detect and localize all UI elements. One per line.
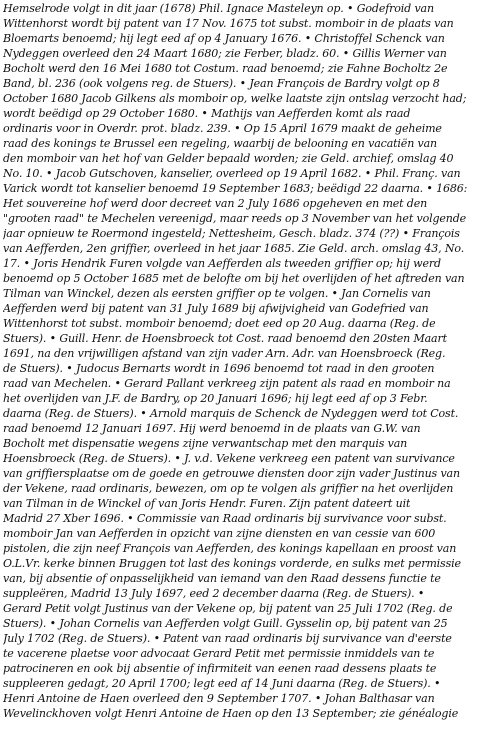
text-line: suppleëren, Madrid 13 July 1697, eed 2 december daarna (Reg. de Stuers). •: [3, 587, 425, 600]
text-line: den momboir van het hof van Gelder bepaald worden; zie Geld. archief, omslag 40: [3, 152, 454, 165]
text-line: "grooten raad" te Mechelen vereenigd, maar reeds op 3 November van het volgende: [3, 212, 467, 225]
text-line: te vacerene plaetse voor advocaat Gerard Petit met permissie inmiddels van te: [3, 647, 435, 660]
text-line: ordinaris voor in Overdr. prot. bladz. 239. • Op 15 April 1679 maakt de geheime: [3, 122, 442, 135]
text-line: Band, bl. 236 (ook volgens reg. de Stuers). • Jean François de Bardry volgt op 8: [3, 77, 440, 90]
text-line: het overlijden van J.F. de Bardry, op 20 Januari 1696; hij legt eed af op 3 Febr.: [3, 392, 428, 405]
text-line: O.L.Vr. kerke binnen Bruggen tot last des konings vorderde, en sulks met permissie: [3, 557, 461, 570]
text-line: momboir Jan van Aefferden in opzicht van zijne diensten en van cessie van 600: [3, 527, 436, 540]
text-line: van, bij absentie of onpasselijkheid van iemand van den Raad dessens functie te: [3, 572, 441, 585]
text-line: pistolen, die zijn neef François van Aefferden, des konings kapellaan en proost van: [3, 542, 457, 555]
text-line: Hoensbroeck (Reg. de Stuers). • J. v.d. Vekene verkreeg een patent van survivance: [3, 452, 455, 465]
text-line: suppleeren gedagt, 20 April 1700; legt eed af 14 Juni daarna (Reg. de Stuers). •: [3, 677, 441, 690]
text-line: Aefferden werd bij patent van 31 July 1689 bij afwijvigheid van Godefried van: [3, 302, 429, 315]
text-line: Tilman van Winckel, dezen als eersten griffier op te volgen. • Jan Cornelis van: [3, 287, 431, 300]
text-line: 17. • Joris Hendrik Furen volgde van Aefferden als tweeden griffier op; hij werd: [3, 257, 441, 270]
text-line: Nydeggen overleed den 24 Maart 1680; zie Ferber, bladz. 60. • Gillis Werner van: [3, 47, 447, 60]
text-line: raad des konings te Brussel een regeling, waarbij de belooning en vacatiën van: [3, 137, 438, 150]
text-line: der Vekene, raad ordinaris, bewezen, om op te volgen als griffier na het overlijden: [3, 482, 454, 495]
text-line: Bloemarts benoemd; hij legt eed af op 4 January 1676. • Christoffel Schenck van: [3, 32, 445, 45]
text-line: October 1680 Jacob Gilkens als momboir op, welke laatste zijn ontslag verzocht had;: [3, 92, 467, 105]
text-line: Stuers). • Johan Cornelis van Aefferden volgt Guill. Gysselin op, bij patent van 25: [3, 617, 448, 630]
text-line: van Tilman in de Winckel of van Joris Hendr. Furen. Zijn patent dateert uit: [3, 497, 411, 510]
text-line: Stuers). • Guill. Henr. de Hoensbroeck tot Cost. raad benoemd den 20sten Maart: [3, 332, 447, 345]
text-line: Wittenhorst tot subst. momboir benoemd; doet eed op 20 Aug. daarna (Reg. de: [3, 317, 436, 330]
text-line: Bocholt met dispensatie wegens zijne verwantschap met den marquis van: [3, 437, 408, 450]
text-line: wordt beëdigd op 29 October 1680. • Mathijs van Aefferden komt als raad: [3, 107, 411, 120]
text-line: Hemselrode volgt in dit jaar (1678) Phil. Ignace Masteleyn op. • Godefroid van: [3, 2, 434, 15]
text-line: Het souvereine hof werd door decreet van 2 July 1686 opgeheven en met den: [3, 197, 428, 210]
text-line: van griffiersplaatse om de goede en getrouwe diensten door zijn vader Justinus van: [3, 467, 460, 480]
text-line: Varick wordt tot kanselier benoemd 19 September 1683; beëdigd 22 daarna. • 1686:: [3, 182, 468, 195]
text-line: de Stuers). • Judocus Bernarts wordt in 1696 benoemd tot raad in den grooten: [3, 362, 435, 375]
text-line: raad van Mechelen. • Gerard Pallant verkreeg zijn patent als raad en momboir na: [3, 377, 451, 390]
text-line: Bocholt werd den 16 Mei 1680 tot Costum. raad benoemd; zie Fahne Bocholtz 2e: [3, 62, 448, 75]
text-line: July 1702 (Reg. de Stuers). • Patent van raad ordinaris bij survivance van d'eerste: [3, 632, 452, 645]
text-line: Henri Antoine de Haen overleed den 9 September 1707. • Johan Balthasar van: [3, 692, 435, 705]
text-line: jaar opnieuw te Roermond ingesteld; Nettesheim, Gesch. bladz. 374 (??) • François: [3, 227, 460, 240]
text-line: Gerard Petit volgt Justinus van der Vekene op, bij patent van 25 Juli 1702 (Reg. de: [3, 602, 453, 615]
text-line: Madrid 27 Xber 1696. • Commissie van Raad ordinaris bij survivance voor subst.: [3, 512, 447, 525]
text-line: patrocineren en ook bij absentie of infirmiteit van eenen raad dessens plaats te: [3, 662, 437, 675]
text-line: 1691, na den vrijwilligen afstand van zijn vader Arn. Adr. van Hoensbroeck (Reg.: [3, 347, 446, 360]
text-line: No. 10. • Jacob Gutschoven, kanselier, overleed op 19 April 1682. • Phil. Franç. van: [3, 167, 461, 180]
text-line: daarna (Reg. de Stuers). • Arnold marquis de Schenck de Nydeggen werd tot Cost.: [3, 407, 459, 420]
text-line: Wittenhorst wordt bij patent van 17 Nov. 1675 tot subst. momboir in de plaats van: [3, 17, 454, 30]
text-line: van Aefferden, 2en griffier, overleed in het jaar 1685. Zie Geld. arch. omslag 43, No.: [3, 242, 465, 255]
text-line: benoemd op 5 October 1685 met de belofte om bij het overlijden of het aftreden van: [3, 272, 465, 285]
text-line: Wevelinckhoven volgt Henri Antoine de Haen op den 13 September; zie généalogie: [3, 707, 459, 720]
text-line: raad benoemd 12 Januari 1697. Hij werd benoemd in de plaats van G.W. van: [3, 422, 421, 435]
